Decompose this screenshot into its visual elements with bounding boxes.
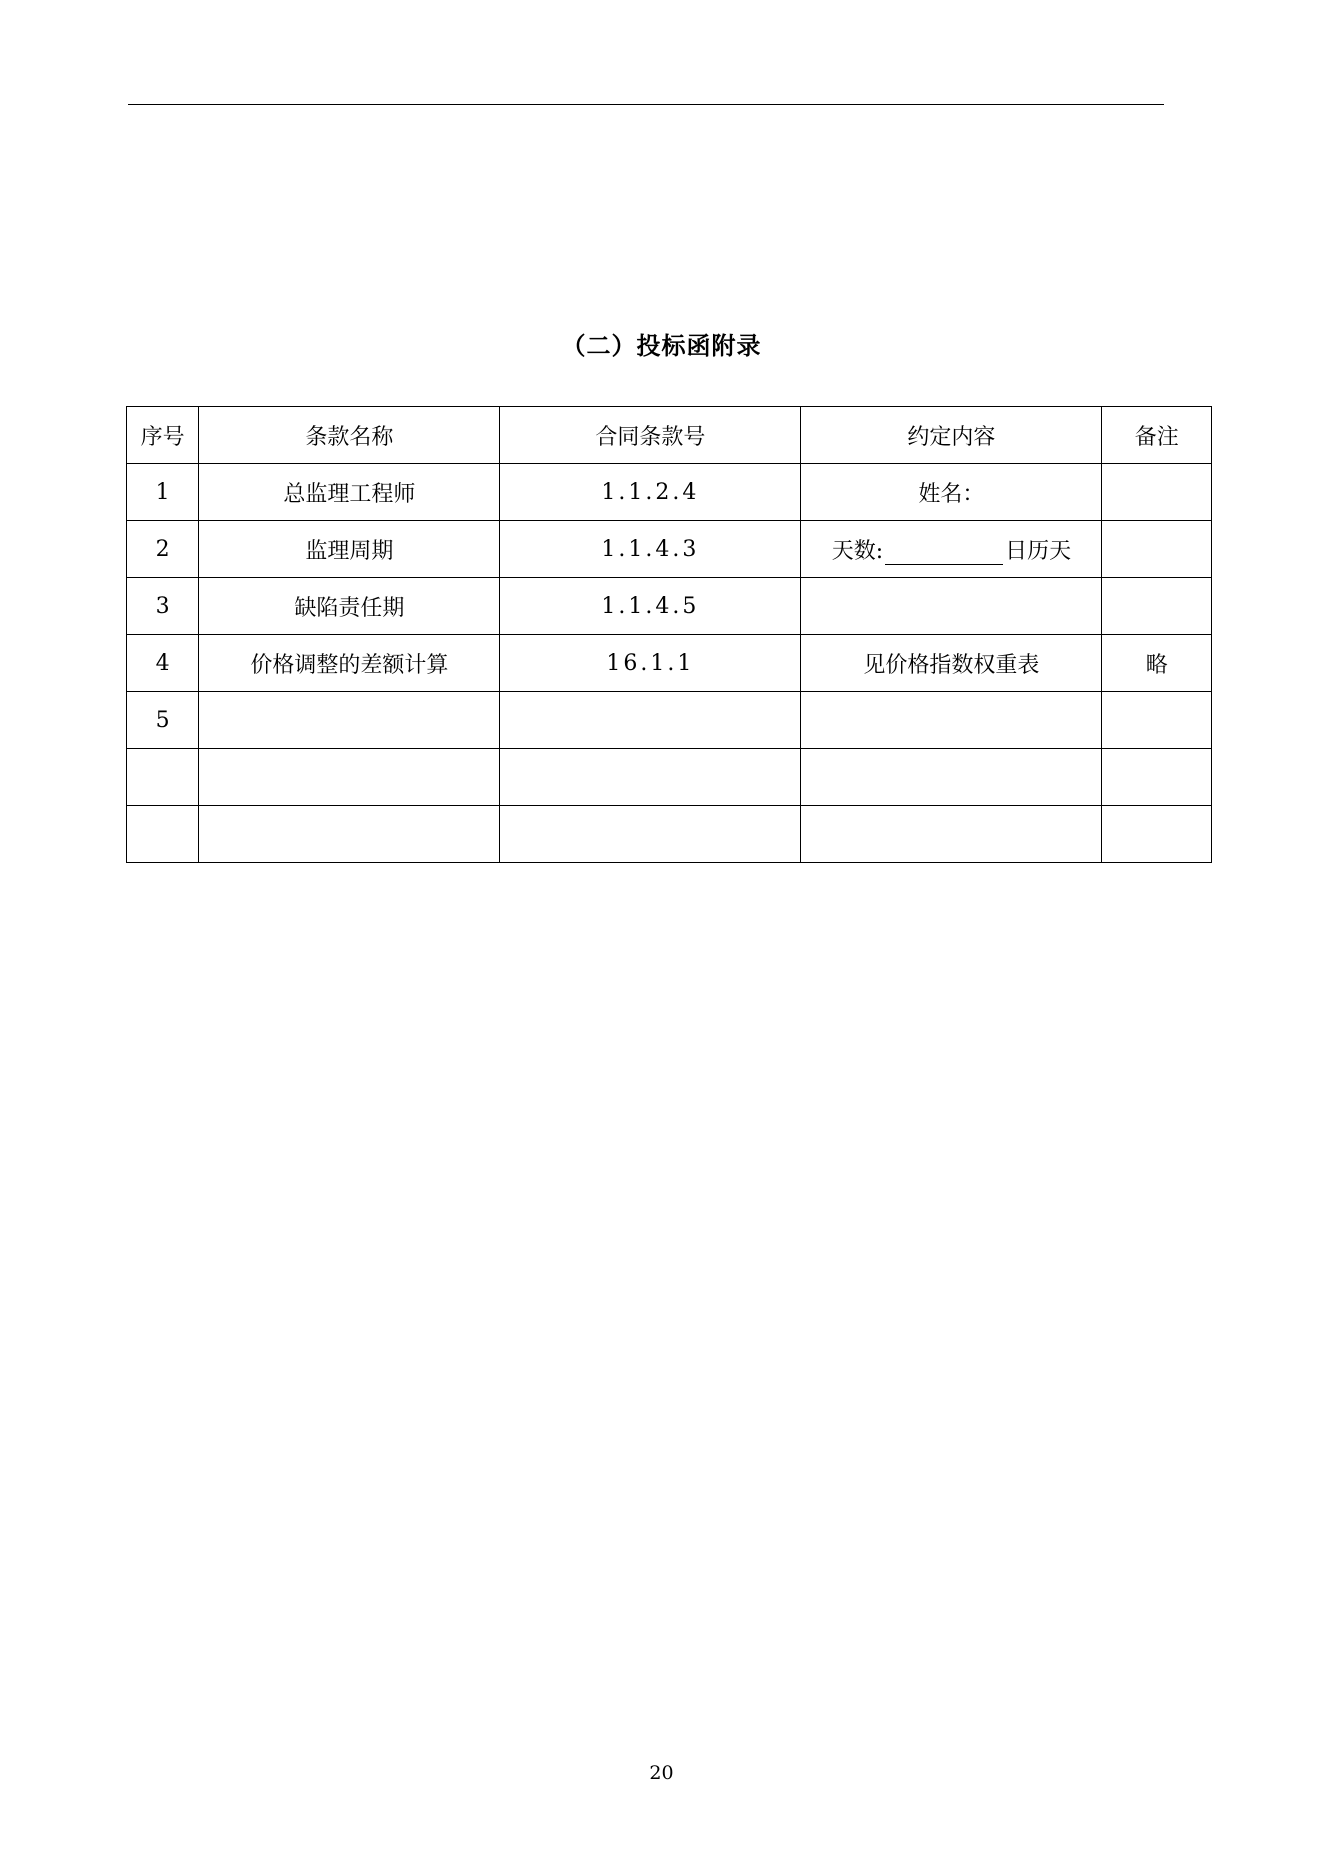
cell-no: 2: [127, 521, 199, 578]
header-remark: 备注: [1102, 407, 1212, 464]
cell-agreed-content: [801, 806, 1102, 863]
cell-remark: [1102, 578, 1212, 635]
cell-agreed-content: [801, 521, 1102, 578]
cell-remark: [1102, 464, 1212, 521]
cell-no: 3: [127, 578, 199, 635]
table-row: [127, 806, 1212, 863]
header-clause-name: 条款名称: [199, 407, 500, 464]
table-row: [127, 749, 1212, 806]
cell-clause-name: [199, 692, 500, 749]
cell-remark: [1102, 806, 1212, 863]
days-fill-blank[interactable]: [885, 540, 1003, 565]
table-row: [127, 521, 1212, 578]
cell-remark: [1102, 749, 1212, 806]
cell-remark: 略: [1102, 635, 1212, 692]
header-agreed-content: 约定内容: [801, 407, 1102, 464]
cell-agreed-content: [801, 578, 1102, 635]
cell-clause-number: 1.1.2.4: [500, 464, 801, 521]
cell-no: 1: [127, 464, 199, 521]
table-row: [127, 464, 1212, 521]
cell-no: [127, 749, 199, 806]
header-no: 序号: [127, 407, 199, 464]
cell-clause-name: [199, 749, 500, 806]
cell-remark: [1102, 521, 1212, 578]
header-rule: [128, 104, 1164, 105]
cell-no: 4: [127, 635, 199, 692]
cell-clause-name: 总监理工程师: [199, 464, 500, 521]
section-title: （二）投标函附录: [561, 332, 762, 360]
table-row: [127, 692, 1212, 749]
cell-clause-name: 缺陷责任期: [199, 578, 500, 635]
cell-clause-name: 价格调整的差额计算: [199, 635, 500, 692]
calendar-days-label: 日历天: [1005, 538, 1072, 564]
cell-clause-number: 1.1.4.3: [500, 521, 801, 578]
bid-appendix-table: [126, 406, 1212, 863]
cell-agreed-content: 见价格指数权重表: [801, 635, 1102, 692]
cell-agreed-content: 姓名：: [801, 464, 1102, 521]
table-row: [127, 635, 1212, 692]
cell-clause-number: [500, 692, 801, 749]
cell-no: 5: [127, 692, 199, 749]
table-header-row: [127, 407, 1212, 464]
cell-clause-name: [199, 806, 500, 863]
cell-no: [127, 806, 199, 863]
cell-remark: [1102, 692, 1212, 749]
cell-clause-name: 监理周期: [199, 521, 500, 578]
page-number: 20: [649, 1762, 674, 1784]
cell-clause-number: 1.1.4.5: [500, 578, 801, 635]
header-clause-number: 合同条款号: [500, 407, 801, 464]
cell-agreed-content: [801, 692, 1102, 749]
cell-clause-number: [500, 806, 801, 863]
cell-agreed-content: [801, 749, 1102, 806]
cell-clause-number: [500, 749, 801, 806]
cell-clause-number: 16.1.1: [500, 635, 801, 692]
days-label: 天数:: [831, 538, 884, 564]
table-row: [127, 578, 1212, 635]
